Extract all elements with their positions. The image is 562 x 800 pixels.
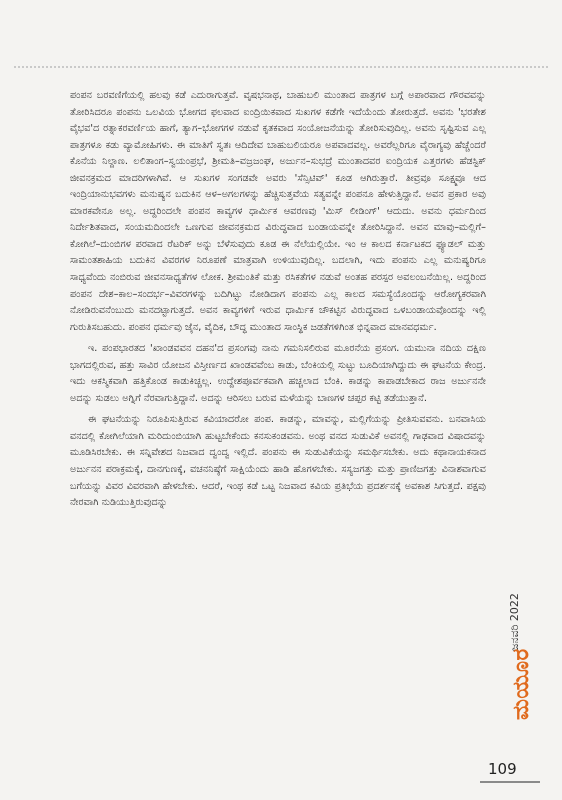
page-number-underline	[480, 781, 540, 783]
magazine-logo: ಮಯೂರ	[508, 648, 534, 720]
article-paragraph: ಈ ಘಟನೆಯನ್ನು ನಿರೂಪಿಸುತ್ತಿರುವ ಕವಿಯಾದರೋ ಪಂಪ. ಕಾಡನ್ನು, ಮಾವನ್ನು, ಮಲ್ಲಿಗೆಯನ್ನು ಪ್ರೀತಿಸುವವನು. ಬನವಾಸಿಯ ವನದಲ್ಲಿ ಕೋಗಿಲೆಯಾಗಿ ಮರಿದುಂಬಿಯಾಗಿ ಹುಟ್ಟಬೇಕೆಂದು ಕನಸುಕಂಡವನು. ಅಂಥ ವನದ ಸುಡುವಿಕೆ ಅವನಲ್ಲಿ ಗಾಢವಾದ ವಿಷಾದವನ್ನು ಮೂಡಿಸಿರಬೇಕು. ಈ ಸನ್ನಿವೇಶದ ನಿಜವಾದ ದ್ವಂದ್ವ ಇಲ್ಲಿದೆ. ಪಂಪನು ಈ ಸುಡುವಿಕೆಯನ್ನು ಸಮರ್ಥಿಸಬೇಕು. ಅದು ಕಥಾನಾಯಕನಾದ ಅರ್ಜುನನ ಪರಾಕ್ರಮಕ್ಕೆ, ದಾನಗುಣಕ್ಕೆ, ವಚನನಿಷ್ಠೆಗೆ ಸಾಕ್ಷಿಯೆಂದು ಹಾಡಿ ಹೊಗಳಬೇಕು. ಸಸ್ಯಜಗತ್ತು ಮತ್ತು ಪ್ರಾಣಿಜಗತ್ತು ವಿನಾಶವಾಗುವ ಬಗೆಯನ್ನು ವಿವರ ವಿವರವಾಗಿ ಹೇಳಬೇಕು. ಆದರೆ, ಇಂಥ ಕಡೆ ಒಟ್ಟ ನಿಜವಾದ ಕವಿಯ ಪ್ರತಿಭೆಯ ಪ್ರದರ್ಶನಕ್ಕೆ ಅವಕಾಶ ಸಿಗುತ್ತದೆ. ಪಕ್ಷವು ನೇರವಾಗಿ ನುಡಿಯುತ್ತಿರುವುದನ್ನು	[70, 414, 486, 509]
page-number: 109	[488, 760, 517, 778]
article-paragraph: ಇ. ಪಂಪಭಾರತದ 'ಖಾಂಡವವನ ದಹನ'ದ ಪ್ರಸಂಗವು ನಾನು ಗಮನಿಸಲಿರುವ ಮೂರನೆಯ ಪ್ರಸಂಗ. ಯಮುನಾ ನದಿಯ ದಕ್ಷಿಣ ಭಾಗದಲ್ಲಿರುವ, ಹತ್ತು ಸಾವಿರ ಯೋಜನ ವಿಸ್ತೀರ್ಣದ ಖಾಂಡವವೆಂಬ ಕಾಡು, ಬೆಂಕಿಯಲ್ಲಿ ಸುಟ್ಟು ಬೂದಿಯಾಗಿದ್ದುದು ಈ ಘಟನೆಯ ಕೇಂದ್ರ. ಇದು ಆಕಸ್ಮಿಕವಾಗಿ ಹತ್ತಿಕೊಂಡ ಕಾಡುಕಿಚ್ಚಲ್ಲ. ಉದ್ದೇಶಪೂರ್ವಕವಾಗಿ ಹಚ್ಚಲಾದ ಬೆಂಕಿ. ಕಾಡನ್ನು ಕಾಪಾಡಬೇಕಾದ ರಾಜ ಅರ್ಜುನನೇ ಅದನ್ನು ಸುಡಲು ಅಗ್ನಿಗೆ ನೆರವಾಗುತ್ತಿದ್ದಾನೆ. ಅದನ್ನು ಆರಿಸಲು ಬರುವ ಮಳೆಯನ್ನು ಬಾಣಗಳ ಚಪ್ಪರ ಕಟ್ಟಿ ತಡೆಯುತ್ತಾನೆ.	[70, 343, 486, 404]
article-paragraph: ಪಂಪನ ಬರವಣಿಗೆಯಲ್ಲಿ ಹಲವು ಕಡೆ ಎದುರಾಗುತ್ತವೆ. ವೃಷಭನಾಥ, ಬಾಹುಬಲಿ ಮುಂತಾದ ಪಾತ್ರಗಳ ಬಗ್ಗೆ ಅಪಾರವಾದ ಗೌರವವನ್ನು ತೋರಿಸಿದರೂ ಪಂಪನು ಒಲವಿಯ ಭೋಗದ ಫಲವಾದ ಐಂದ್ರಿಯಿಕವಾದ ಸುಖಗಳ ಕಡೆಗೇ ಇದೆಯೆಂದು ತೋರುತ್ತದೆ. ಅವನು 'ಭರತೇಶ ವೈಭವ'ದ ರತ್ನಾಕರವರ್ಣಿಯ ಹಾಗೆ, ತ್ಯಾಗ–ಭೋಗಗಳ ನಡುವೆ ಕೃತಕವಾದ ಸಂಯೋಜನೆಯನ್ನು ತೋರಿಸುವುದಿಲ್ಲ. ಅವನು ಸೃಷ್ಟಿಸುವ ಎಲ್ಲ ಪಾತ್ರಗಳೂ ಕಡು ವ್ಯಾಮೋಹಿಗಳು. ಈ ಮಾತಿಗೆ ಸ್ವತಃ ಆದಿದೇವ ಬಾಹುಬಲಿಯರೂ ಅಪವಾದವಲ್ಲ. ಅವರೆಲ್ಲರಿಗೂ ವೈರಾಗ್ಯವು ಹೆಚ್ಚೆಂದರೆ ಕೊನೆಯ ನಿಲ್ದಾಣ. ಲಲಿತಾಂಗ–ಸ್ವಯಂಪ್ರಭೆ, ಶ್ರೀಮತಿ–ವಜ್ರಜಂಘ, ಅರ್ಜುನ–ಸುಭದ್ರೆ ಮುಂತಾದವರ ಐಂದ್ರಿಯಕ ಎತ್ತರಗಳು ಹೆಡಸ್ಟಿಕ್ ಜೀವನಕ್ರಮದ ಮಾದರಿಗಳಾಗಿವೆ. ಆ ಸುಖಗಳ ಸಂಗಡವೇ ಅವರು 'ಸೆನ್ಸಿಟಿವ್' ಕೂಡ ಆಗಿರುತ್ತಾರೆ. ತೀವ್ರವೂ ಸೂಕ್ಷ್ಮವೂ ಆದ ಇಂದ್ರಿಯಾನುಭವಗಳು ಮನುಷ್ಯನ ಬದುಕಿನ ಆಳ–ಅಗಲಗಳನ್ನು ಹೆಚ್ಚಿಸುತ್ತವೆಯ ಸತ್ಯವನ್ನೇ ಪಂಪನೂ ಹೇಳುತ್ತಿದ್ದಾನೆ. ಅವನ ಪ್ರಕಾರ ಅವು ಮಾರಕವೇನೂ ಅಲ್ಲ. ಅದ್ದರಿಂದಲೇ ಪಂಪನ ಕಾವ್ಯಗಳ ಧಾರ್ಮಿಕ ಆವರಣವು 'ಮಿಸ್ ಲೀಡಿಂಗ್' ಆದುದು. ಅವನು ಧರ್ಮದಿಂದ ನಿರ್ದೇಶಿತವಾದ, ಸಂಯಮದಿಂದಲೇ ಒಣಗುವ ಜೀವನಕ್ರಮದ ವಿರುದ್ಧವಾದ ಬಂಡಾಯವನ್ನೇ ತೋರಿಸಿದ್ದಾನೆ. ಅವನ ಮಾವು–ಮಲ್ಲಿಗೆ–ಕೋಗಿಲೆ–ದುಂಬಿಗಳ ಪರವಾದ ರೆಟರಿಕ್ ಅನ್ನು ಬೆಳೆಸುವುದು ಕೂಡ ಈ ನೆಲೆಯಲ್ಲಿಯೇ. ಇಂ ಆ ಕಾಲದ ಕರ್ನಾಟಕದ ಫ್ಯೂಡಲ್ ಮತ್ತು ಸಾಮಂತಶಾಹಿಯ ಬದುಕಿನ ವಿವರಗಳ ನಿರೂಪಣೆ ಮಾತ್ರವಾಗಿ ಉಳಿಯುವುದಿಲ್ಲ. ಬದಲಾಗಿ, ಇದು ಪಂಪನು ಎಲ್ಲ ಮನುಷ್ಯರಿಗೂ ಸಾಧ್ಯವೆಂದು ನಂಬಿರುವ ಜೀವನಸಾಧ್ಯತೆಗಳ ಲೋಕ. ಶ್ರೀಮಂತಿಕೆ ಮತ್ತು ರಸಿಕತೆಗಳ ನಡುವೆ ಅಂತಹ ಪರಸ್ಪರ ಅವಲಂಬನೆಯಿಲ್ಲ. ಅದ್ದರಿಂದ ಪಂಪನ ದೇಶ–ಕಾಲ–ಸಂದರ್ಭ–ವಿವರಗಳನ್ನು ಬದಿಗಿಟ್ಟು ನೋಡಿದಾಗ ಪಂಪನು ಎಲ್ಲ ಕಾಲದ ಸಮಸ್ಯೆಯೊಂದನ್ನು ಆರೋಗ್ಯಕರವಾಗಿ ನೋಡಿರುವನೆಂಬುದು ಮನದಟ್ಟಾಗುತ್ತದೆ. ಅವನ ಕಾವ್ಯಗಳಿಗೆ ಇರುವ ಧಾರ್ಮಿಕ ಚೌಕಟ್ಟಿನ ವಿರುದ್ಧವಾದ ಒಳಬಂಡಾಯವೊಂದನ್ನು ಇಲ್ಲಿ ಗುರುತಿಸಬಹುದು. ಪಂಪನ ಧರ್ಮವು ಜೈನ, ವೈದಿಕ, ಬೌದ್ಧ ಮುಂತಾದ ಸಾಂಸ್ಥಿಕ ಜಡತೆಗಳಿಗಿಂತ ಭಿನ್ನವಾದ ಮಾನವಧರ್ಮ.	[70, 90, 486, 333]
issue-date: ಜನವರಿ 2022	[508, 593, 521, 651]
article-body	[70, 88, 486, 517]
top-dotted-divider	[14, 66, 548, 68]
